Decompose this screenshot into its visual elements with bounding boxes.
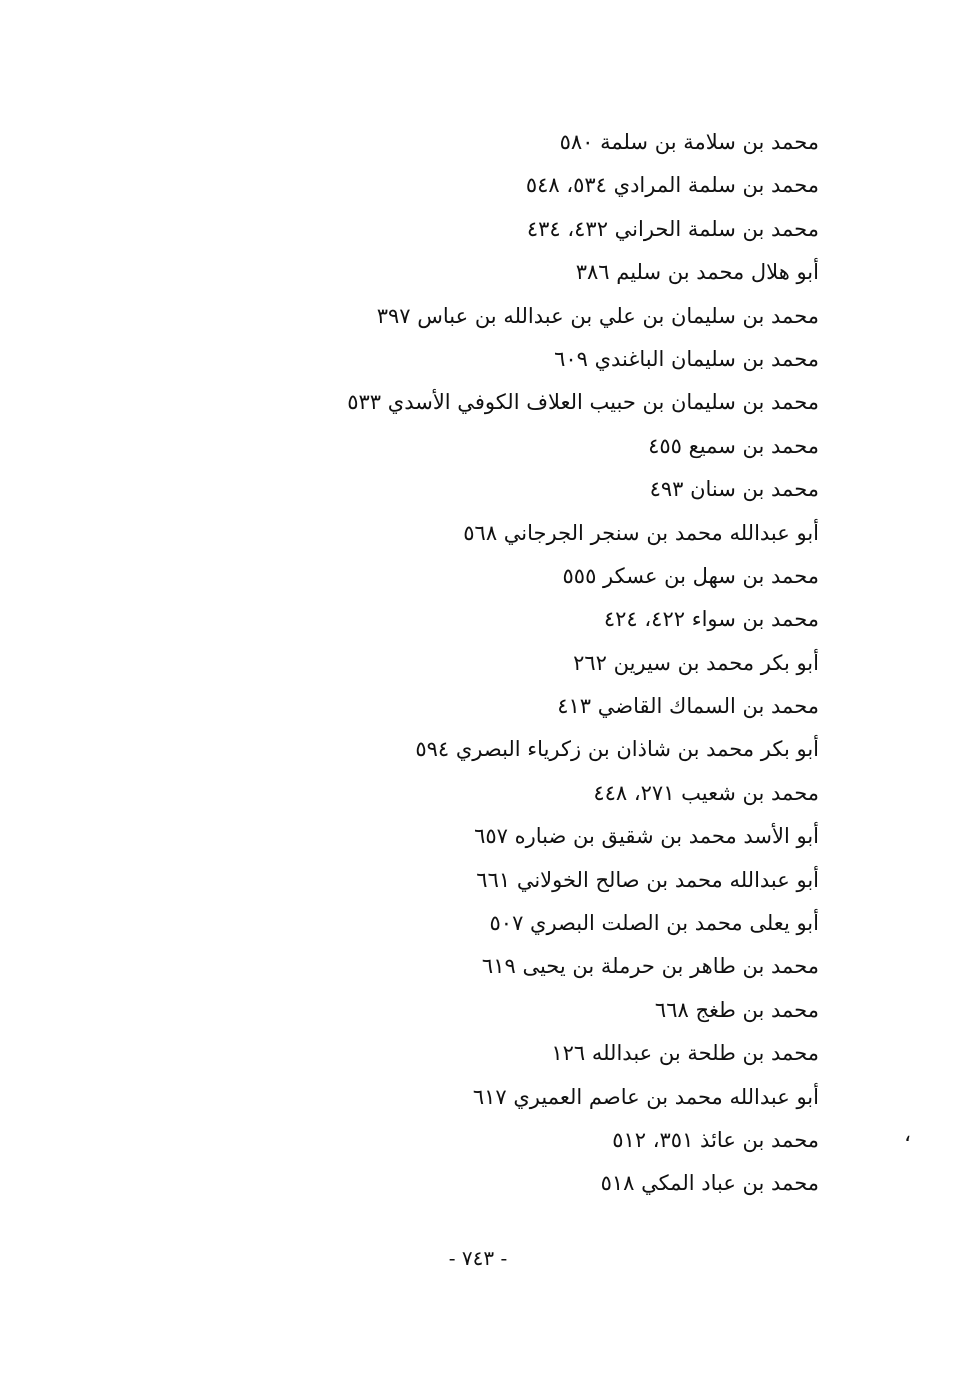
index-entry: محمد بن شعيب ٢٧١، ٤٤٨ [593,780,819,805]
index-entry: محمد بن سلمة الحراني ٤٣٢، ٤٣٤ [526,216,819,241]
page-number: - ٧٤٣ - [448,1246,508,1270]
index-entry: أبو عبدالله محمد بن صالح الخولاني ٦٦١ [476,867,819,892]
index-entry: أبو هلال محمد بن سليم ٣٨٦ [575,260,819,285]
index-entry: محمد بن طلحة بن عبدالله ١٢٦ [551,1041,819,1066]
index-entry: أبو بكر محمد بن سيرين ٢٦٢ [573,650,819,675]
index-entry: محمد بن سواء ٤٢٢، ٤٢٤ [603,607,819,632]
index-entry: أبو عبدالله محمد بن سنجر الجرجاني ٥٦٨ [463,520,819,545]
margin-mark: ، [904,1122,912,1147]
index-entry: محمد بن سليمان بن علي بن عبدالله بن عباس ٣٩٧ [376,303,819,328]
index-entry: محمد بن سلمة المرادي ٥٣٤، ٥٤٨ [525,173,819,198]
index-entry: محمد بن سنان ٤٩٣ [649,477,819,502]
index-entry: محمد بن السماك القاضي ٤١٣ [557,694,819,719]
index-entry: محمد بن سميع ٤٥٥ [648,433,819,458]
name-index-list [299,121,819,1206]
index-entry: محمد بن طاهر بن حرملة بن يحيى ٦١٩ [481,954,819,979]
index-entry: محمد بن عباد المكي ٥١٨ [600,1171,819,1196]
index-entry: أبو الأسد محمد بن شقيق بن ضباره ٦٥٧ [474,824,819,849]
index-entry: محمد بن سليمان الباغندي ٦٠٩ [554,346,819,371]
index-entry: محمد بن سليمان بن حبيب العلاف الكوفي الأسدي ٥٣٣ [347,390,819,415]
index-entry: محمد بن طغج ٦٦٨ [654,997,819,1022]
index-entry: أبو عبدالله محمد بن عاصم العميري ٦١٧ [472,1084,819,1109]
index-entry: محمد بن سلامة بن سلمة ٥٨٠ [559,130,819,154]
index-entry: أبو بكر محمد بن شاذان بن زكرياء البصري ٥٩٤ [415,737,819,762]
index-entry: أبو يعلى محمد بن الصلت البصري ٥٠٧ [489,911,819,936]
index-entry: محمد بن سهل بن عسكر ٥٥٥ [562,563,819,588]
index-entry: محمد بن عائذ ٣٥١، ٥١٢ [612,1127,819,1152]
